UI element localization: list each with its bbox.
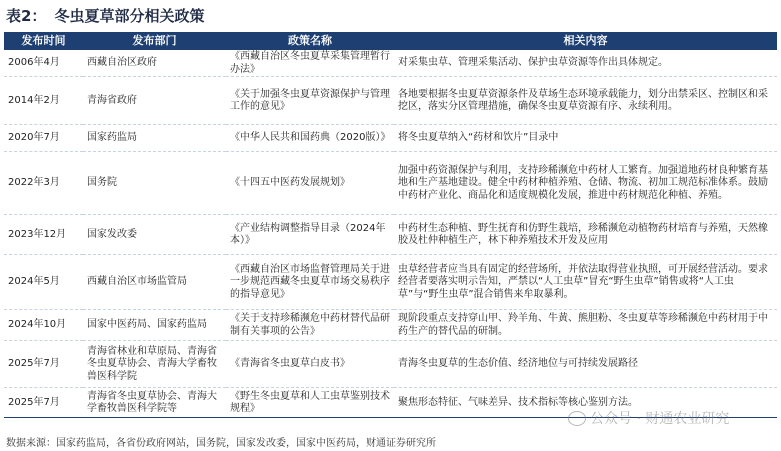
cell-date: 2025年7月	[4, 341, 83, 388]
cell-policy: 《关于支持珍稀濒危中药材替代品研制有关事项的公告》	[226, 310, 394, 341]
cell-department: 青海省冬虫夏草协会、青海大学畜牧兽医科学院等	[83, 388, 226, 418]
cell-policy: 《产业结构调整指导目录（2024年本）》	[226, 215, 394, 255]
table-row	[4, 152, 777, 215]
cell-content: 现阶段重点支持穿山甲、羚羊角、牛黄、熊胆粉、冬虫夏草等珍稀濒危中药材用于中药生产的替代品的研制。	[394, 310, 777, 341]
column-header-department: 发布部门	[83, 32, 226, 50]
cell-date: 2024年10月	[4, 310, 83, 341]
cell-department: 西藏自治区政府	[83, 50, 226, 77]
wechat-icon	[568, 411, 586, 426]
table-row	[4, 341, 777, 388]
cell-content: 将冬虫夏草纳入“药材和饮片”目录中	[394, 125, 777, 152]
table-header-row	[4, 32, 777, 50]
cell-content: 青海冬虫夏草的生态价值、经济地位与可持续发展路径	[394, 341, 777, 388]
watermark-text: 公众号 · 财通农业研究	[590, 411, 730, 427]
cell-policy: 《野生冬虫夏草和人工虫草鉴别技术规程》	[226, 388, 394, 418]
cell-date: 2023年12月	[4, 215, 83, 255]
cell-date: 2025年7月	[4, 388, 83, 418]
data-source-note: 数据来源：国家药监局，各省份政府网站，国务院，国家发改委，国家中医药局，财通证券研究所	[6, 438, 436, 449]
cell-policy: 《西藏自治区市场监督管理局关于进一步规范西藏冬虫夏草市场交易秩序的指导意见》	[226, 255, 394, 310]
column-header-date: 发布时间	[4, 32, 83, 50]
cell-department: 青海省林业和草原局、青海省冬虫夏草协会、青海大学畜牧兽医科学院	[83, 341, 226, 388]
table-title	[6, 4, 204, 28]
watermark	[568, 408, 729, 428]
column-header-policy: 政策名称	[226, 32, 394, 50]
cell-content: 对采集虫草、管理采集活动、保护虫草资源等作出具体规定。	[394, 50, 777, 77]
table-row	[4, 125, 777, 152]
cell-date: 2014年2月	[4, 77, 83, 125]
cell-department: 国家药监局	[83, 125, 226, 152]
cell-policy: 《中华人民共和国药典（2020版）》	[226, 125, 394, 152]
cell-date: 2024年5月	[4, 255, 83, 310]
cell-date: 2022年3月	[4, 152, 83, 215]
cell-department: 国家发改委	[83, 215, 226, 255]
policy-table	[4, 32, 777, 418]
table-row	[4, 310, 777, 341]
cell-policy: 《关于加强冬虫夏草资源保护与管理工作的意见》	[226, 77, 394, 125]
cell-policy: 《西藏自治区冬虫夏草采集管理暂行办法》	[226, 50, 394, 77]
cell-department: 青海省政府	[83, 77, 226, 125]
cell-content: 中药材生态种植、野生抚育和仿野生栽培，珍稀濒危动植物药材培育与养殖，天然橡胶及杜仲种植生产，林下种养殖技术开发及应用	[394, 215, 777, 255]
cell-date: 2020年7月	[4, 125, 83, 152]
column-header-content: 相关内容	[394, 32, 777, 50]
cell-department: 国务院	[83, 152, 226, 215]
table-row	[4, 255, 777, 310]
cell-content: 各地要根据冬虫夏草资源条件及草场生态环境承载能力，划分出禁采区、控制区和采挖区，落实分区管理措施，确保冬虫夏草资源有序、永续利用。	[394, 77, 777, 125]
cell-content: 虫草经营者应当具有固定的经营场所，并依法取得营业执照，可开展经营活动。要求经营者要落实明示告知，严禁以“人工虫草”冒充“野生虫草”销售或将“人工虫草”与“野生虫草”混合销售来牟取暴利。	[394, 255, 777, 310]
table-row	[4, 215, 777, 255]
cell-date: 2006年4月	[4, 50, 83, 77]
table-row	[4, 77, 777, 125]
cell-content: 加强中药资源保护与利用，支持珍稀濒危中药材人工繁育。加强道地药材良种繁育基地和生产基地建设。健全中药材种植养殖、仓储、物流、初加工规范标准体系。鼓励中药材产业化、商品化和适度规模化发展，推进中药材规范化种植、养殖。	[394, 152, 777, 215]
table-row	[4, 50, 777, 77]
cell-department: 西藏自治区市场监管局	[83, 255, 226, 310]
cell-policy: 《十四五中医药发展规划》	[226, 152, 394, 215]
cell-content: 聚焦形态特征、气味差异、技术指标等核心鉴别方法。	[394, 388, 777, 418]
table-number: 表2：	[6, 7, 47, 25]
cell-department: 国家中医药局、国家药监局	[83, 310, 226, 341]
table-title-text: 冬虫夏草部分相关政策	[54, 7, 205, 25]
cell-policy: 《青海省冬虫夏草白皮书》	[226, 341, 394, 388]
